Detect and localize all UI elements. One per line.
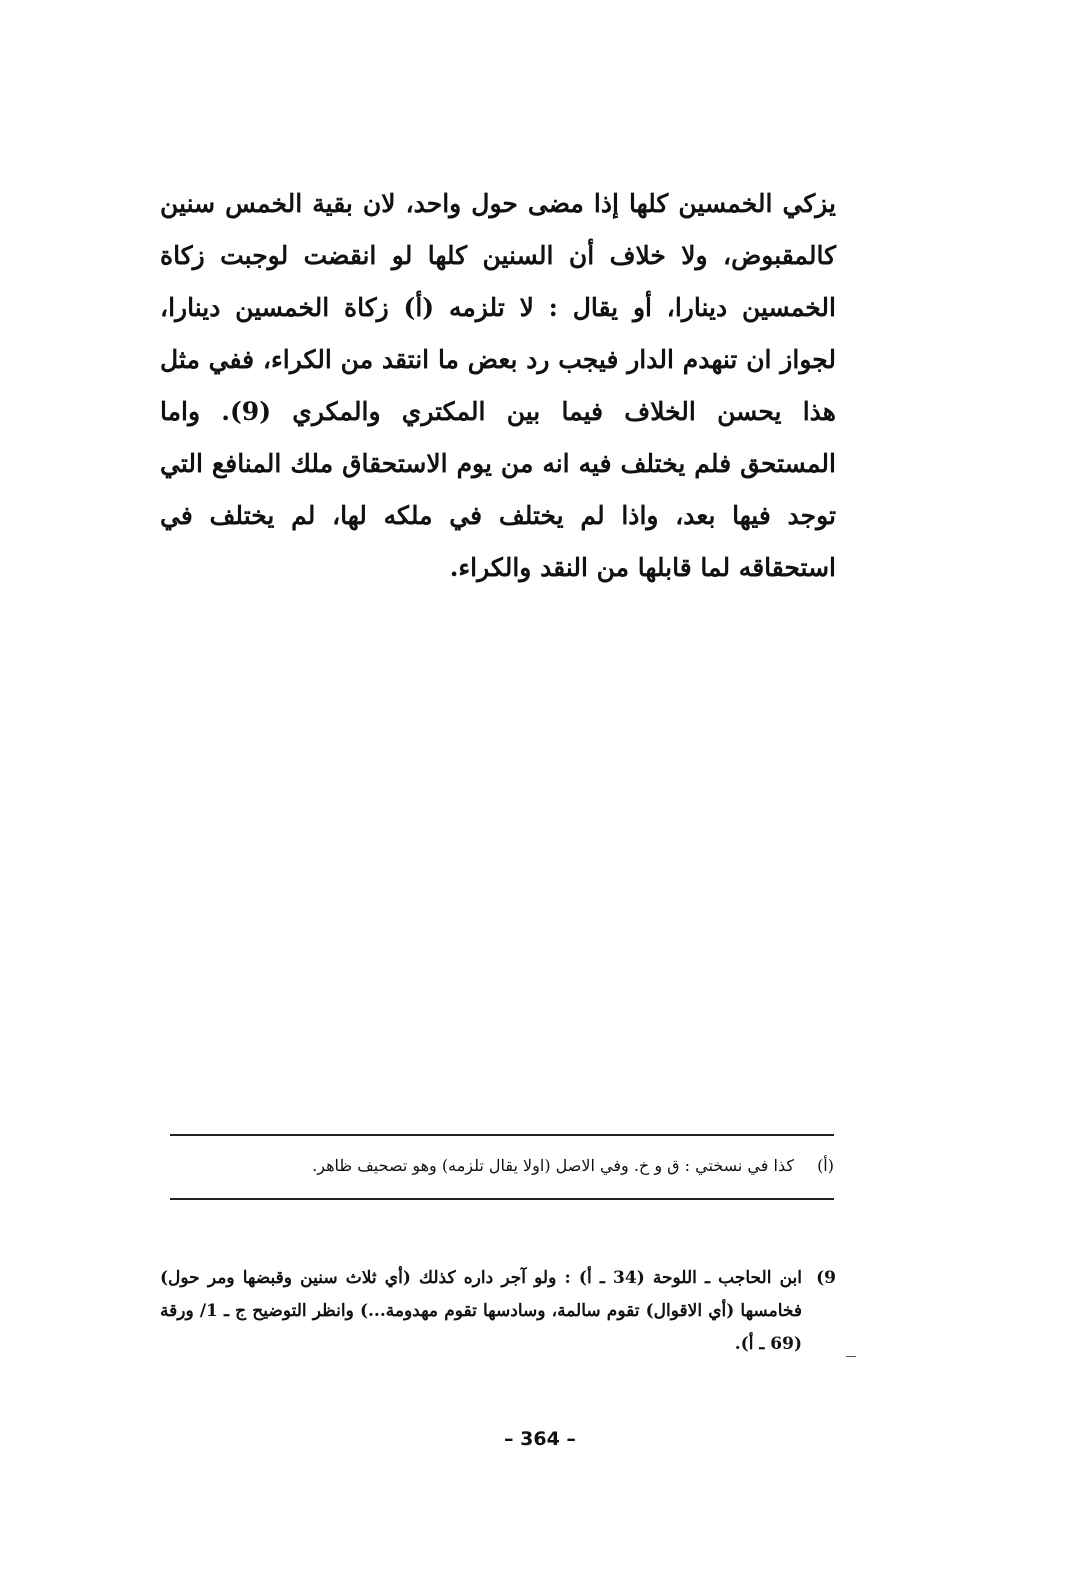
footnote-divider-bottom: [170, 1198, 834, 1200]
main-text-block: [160, 178, 836, 594]
variant-note-marker: (أ): [817, 1156, 834, 1175]
footnote-text: ابن الحاجب ـ اللوحة (34 ـ أ) : ولو آجر داره كذلك (أي ثلاث سنين وقبضها ومر حول) فخامسها (أي الاقوال) تقوم سالمة، وسادسها تقوم مهدومة...) وانظر التوضيح ج ـ 1/ ورقة (69 ـ أ).: [160, 1268, 802, 1354]
page-number: – 364 –: [504, 1428, 576, 1450]
main-paragraph: يزكي الخمسين كلها إذا مضى حول واحد، لان بقية الخمس سنين كالمقبوض، ولا خلاف أن السنين كلها لو انقضت لوجبت زكاة الخمسين دينارا، أو يقال : لا تلزمه (أ) زكاة الخمسين دينارا، لجواز ان تنهدم الدار فيجب رد بعض ما انتقد من الكراء، ففي مثل هذا يحسن الخلاف فيما بين المكتري والمكري (9). واما المستحق فلم يختلف فيه انه من يوم الاستحقاق ملك المنافع التي توجد فيها بعد، واذا لم يختلف في ملكه لها، لم يختلف في استحقاقه لما قابلها من النقد والكراء.: [160, 189, 836, 582]
variant-note: [170, 1152, 834, 1180]
variant-note-text: كذا في نسختي : ق و خ. وفي الاصل (اولا يقال تلزمه) وهو تصحيف ظاهر.: [312, 1156, 794, 1175]
margin-mark: [846, 1356, 856, 1357]
footnote-9: [160, 1262, 836, 1361]
footnote-divider-top: [170, 1134, 834, 1136]
footnote-number: 9): [816, 1268, 836, 1288]
